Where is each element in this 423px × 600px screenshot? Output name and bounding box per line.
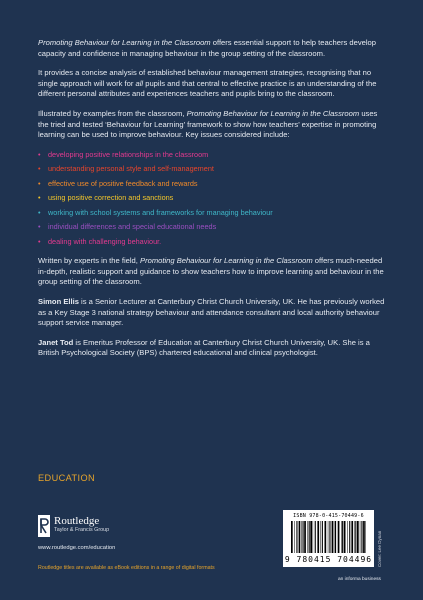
summary-text: offers much-needed in-depth, realistic support and guidance to show teachers how to improve learning and behaviour in the group setting of the classroom. xyxy=(38,256,384,287)
informa-tagline: an informa business xyxy=(338,577,381,582)
barcode-bar xyxy=(315,521,316,553)
barcode-bar xyxy=(325,521,327,553)
book-title-inline: Promoting Behaviour for Learning in the Classroom xyxy=(186,108,360,118)
key-issue-item xyxy=(38,222,388,231)
barcode-bar xyxy=(334,521,335,553)
bullet-icon: • xyxy=(38,178,41,188)
publisher-url: www.routledge.com/education xyxy=(38,545,116,551)
author-name: Simon Ellis xyxy=(38,296,79,306)
isbn-text: ISBN 978-0-415-70449-6 xyxy=(293,513,364,519)
barcode-bar xyxy=(355,521,356,553)
author-bio-1 xyxy=(38,297,388,329)
bullet-icon: • xyxy=(38,207,41,217)
intro-text: It provides a concise analysis of established behaviour management strategies, recognising that no single approach will work for xyxy=(38,68,372,88)
key-issue-text: working with school systems and frameworks for managing behaviour xyxy=(48,207,273,217)
author-name: Janet Tod xyxy=(38,337,74,347)
bullet-icon: • xyxy=(38,236,41,246)
key-issue-text: effective use of positive feedback and rewards xyxy=(48,178,198,188)
intro-text: uses the tried and tested ‘Behaviour for Learning’ framework to show how teachers’ expertise in promoting learning can be used to improve behaviour. Key issues considered include: xyxy=(38,108,378,140)
barcode-bar xyxy=(360,521,361,553)
key-issue-text: dealing with challenging behaviour. xyxy=(48,236,162,246)
key-issue-text: individual differences and special educational needs xyxy=(48,222,217,232)
barcode-bar xyxy=(344,521,346,553)
key-issues-list xyxy=(38,150,388,246)
barcode-bar xyxy=(317,521,319,553)
author-bio-2 xyxy=(38,338,388,359)
routledge-logo xyxy=(38,515,109,537)
barcode-bar xyxy=(301,521,302,553)
key-issue-text: understanding personal style and self-management xyxy=(48,164,214,174)
barcode-bar xyxy=(365,521,366,553)
book-title-inline: Promoting Behaviour for Learning in the Classroom xyxy=(38,38,211,47)
intro-paragraph-1 xyxy=(38,38,388,59)
publisher-name: Routledge xyxy=(54,515,100,527)
bullet-icon: • xyxy=(38,222,41,232)
intro-paragraph-2 xyxy=(38,68,388,100)
cover-credit: Cover: Lee Dynan xyxy=(377,530,382,567)
barcode-bar xyxy=(347,521,348,553)
barcode-bar xyxy=(307,521,308,553)
barcode-bar xyxy=(303,521,304,553)
key-issue-item xyxy=(38,208,388,217)
back-cover-text xyxy=(38,38,388,368)
section-label: EDUCATION xyxy=(38,473,96,483)
barcode-bar xyxy=(363,521,365,553)
key-issue-text: developing positive relationships in the classroom xyxy=(48,149,209,159)
bullet-icon: • xyxy=(38,193,41,203)
barcode-bar xyxy=(357,521,359,553)
barcode-bar xyxy=(304,521,306,553)
intro-text: offers essential support to help teachers develop capacity and confidence in managing behaviour in the group setting of the classroom. xyxy=(38,38,376,58)
barcode-bar xyxy=(320,521,321,553)
author-bio-text: is Emeritus Professor of Education at Canterbury Christ Church University, UK. She is a British Psychological Society (BPS) chartered educational and clinical psychologist. xyxy=(38,337,370,358)
ebook-note: Routledge titles are available as eBook editions in a range of digital formats xyxy=(38,565,215,571)
barcode xyxy=(283,510,374,567)
author-bio-text: is a Senior Lecturer at Canterbury Christ Church University, UK. He has previously worked as a Key Stage 3 national strategy behaviour and attendance consultant and local authority behaviour support service manager. xyxy=(38,296,385,328)
barcode-bar xyxy=(309,521,310,553)
barcode-bar xyxy=(342,521,343,553)
barcode-bar xyxy=(349,521,350,553)
barcode-bar xyxy=(329,521,330,553)
barcode-bar xyxy=(322,521,323,553)
barcode-bar xyxy=(332,521,334,553)
barcode-bar xyxy=(341,521,342,553)
barcode-bar xyxy=(354,521,355,553)
barcode-bars xyxy=(291,521,367,553)
bullet-icon: • xyxy=(38,149,41,159)
barcode-number: 9 780415 704496 xyxy=(284,555,373,564)
key-issue-item xyxy=(38,193,388,202)
intro-text: Illustrated by examples from the classroom, xyxy=(38,108,187,118)
barcode-bar xyxy=(351,521,353,553)
intro-text: pupils and that central to effective practice is an understanding of the different personal attributes and experiences teachers and pupils bring to the classroom. xyxy=(38,78,377,99)
intro-paragraph-3 xyxy=(38,109,388,141)
key-issue-item xyxy=(38,150,388,159)
barcode-bar xyxy=(299,521,301,553)
book-title-inline: Promoting Behaviour for Learning in the Classroom xyxy=(140,256,313,266)
barcode-bar xyxy=(328,521,329,553)
emphasis: all xyxy=(135,78,144,88)
barcode-bar xyxy=(361,521,362,553)
bullet-icon: • xyxy=(38,164,41,174)
summary-text: Written by experts in the field, xyxy=(38,256,141,266)
barcode-bar xyxy=(296,521,297,553)
routledge-r-icon xyxy=(38,515,50,537)
barcode-bar xyxy=(313,521,314,553)
publisher-group: Taylor & Francis Group xyxy=(54,527,110,533)
barcode-bar xyxy=(291,521,293,553)
key-issue-item xyxy=(38,164,388,173)
key-issue-item xyxy=(38,237,388,246)
barcode-bar xyxy=(310,521,312,553)
key-issue-item xyxy=(38,179,388,188)
key-issue-text: using positive correction and sanctions xyxy=(48,193,174,203)
barcode-bar xyxy=(338,521,340,553)
barcode-bar xyxy=(335,521,336,553)
summary-paragraph xyxy=(38,256,388,288)
barcode-bar xyxy=(294,521,295,553)
